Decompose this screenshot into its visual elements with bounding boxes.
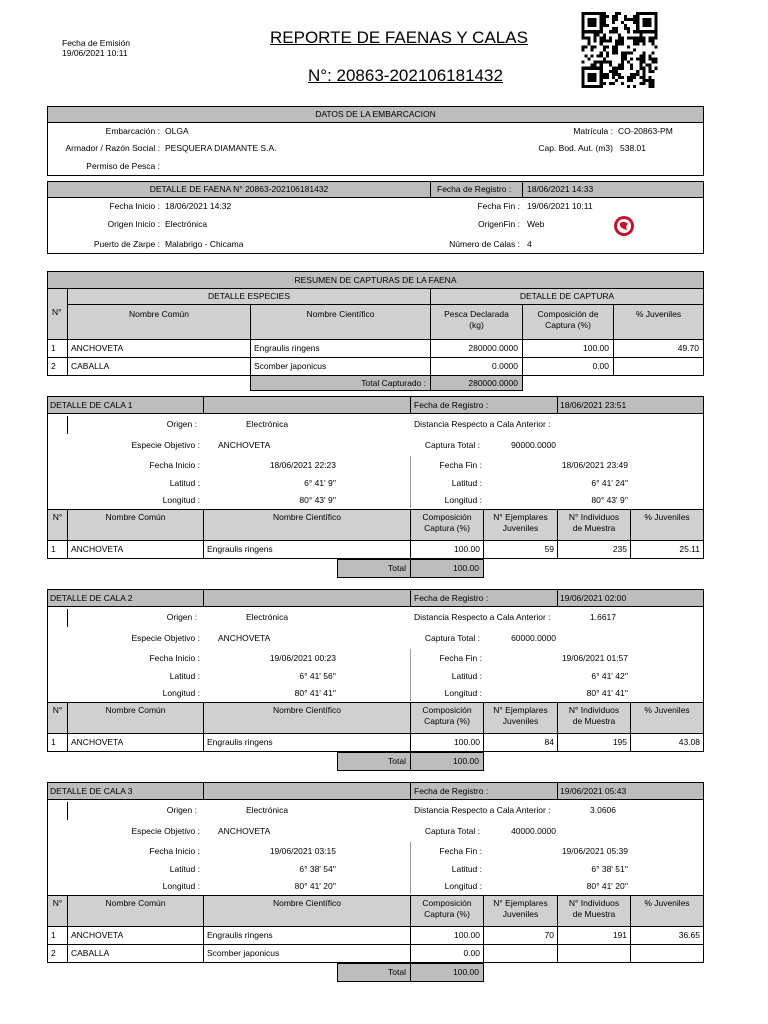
resumen-cell — [47, 339, 68, 358]
latitud-label: Latitud : — [169, 671, 200, 681]
cala-col-label-2: Juveniles — [502, 909, 539, 919]
lat_ini-value: 6° 41' 56'' — [299, 671, 336, 681]
cala-col-label-2: Captura (%) — [424, 716, 470, 726]
cala-border-right — [703, 414, 704, 510]
capacidad-label: Cap. Bod. Aut. (m3) — [538, 143, 613, 153]
emision-label: Fecha de Emisión — [62, 38, 131, 48]
resumen-cell — [613, 357, 704, 376]
cala-total-value: 100.00 — [453, 563, 479, 573]
cala-juv: 43.08 — [678, 737, 700, 747]
cala-total-value: 100.00 — [453, 756, 479, 766]
cala-ejemplares: 59 — [544, 544, 554, 554]
cala-registro-value: 18/06/2021 23:51 — [560, 400, 627, 410]
cala-col-header — [483, 895, 558, 927]
cala-n: 1 — [51, 544, 56, 554]
cala-col-label: Nombre Común — [105, 512, 166, 522]
cala-col-label: N° Individuos — [568, 512, 620, 522]
total-capturado-value: 280000.0000 — [468, 378, 518, 388]
captura-header — [430, 288, 704, 305]
faena-registro-label: Fecha de Registro : — [437, 184, 512, 194]
cala-registro-label: Fecha de Registro : — [414, 400, 489, 410]
cala-col-label-2: Captura (%) — [424, 909, 470, 919]
faena-inicio-label: Fecha Inicio : — [109, 201, 160, 211]
cala-col-label: N° — [52, 705, 63, 715]
faena-registro-value: 18/06/2021 14:33 — [527, 184, 594, 194]
distancia-value: 1.6617 — [590, 612, 616, 622]
origen-value: Electrónica — [246, 419, 289, 429]
cala-total-label-cell — [337, 559, 411, 578]
cala-col-header — [630, 509, 704, 541]
cala-comp: 0.00 — [463, 948, 480, 958]
cala-cell — [483, 733, 558, 752]
resumen-col-comun — [67, 304, 251, 340]
lon_ini-value: 80° 41' 41'' — [294, 688, 336, 698]
cala-title: DETALLE DE CALA 3 — [50, 786, 133, 796]
inicio-value: 19/06/2021 00:23 — [269, 653, 336, 663]
cala-col-header — [557, 702, 631, 734]
cala-col-header — [410, 895, 484, 927]
latitud-label: Latitud : — [169, 864, 200, 874]
cala-col-label: Nombre Científico — [272, 705, 342, 715]
armador-label: Armador / Razón Social : — [65, 143, 160, 153]
cala-col-header — [410, 509, 484, 541]
cala-cell — [557, 944, 631, 963]
cala-col-label: N° Individuos — [568, 705, 620, 715]
cala-col-header — [410, 702, 484, 734]
cala-total-value: 100.00 — [453, 967, 479, 977]
cala-border-left — [47, 414, 48, 510]
lat_fin-value: 6° 38' 51'' — [591, 864, 628, 874]
resumen-cell — [430, 339, 523, 358]
cala-juv: 25.11 — [679, 544, 700, 554]
cala-total-value-cell — [410, 752, 484, 771]
inicio-label: Fecha Inicio : — [149, 846, 200, 856]
distancia-label: Distancia Respecto a Cala Anterior : — [414, 612, 551, 622]
cala-col-header — [67, 895, 204, 927]
resumen-col-juv — [613, 304, 704, 340]
cala-comun: ANCHOVETA — [71, 737, 124, 747]
armador-value: PESQUERA DIAMANTE S.A. — [165, 143, 277, 153]
resumen-col-juv-label: % Juveniles — [635, 309, 682, 319]
cala-total-label-cell — [337, 963, 411, 982]
lon_fin-value: 80° 41' 20'' — [586, 881, 628, 891]
cala-registro-label-cell — [410, 589, 558, 607]
resumen-cell — [522, 339, 614, 358]
cala-comp: 100.00 — [454, 544, 480, 554]
cala-cell — [47, 944, 68, 963]
longitud-label-right: Longitud : — [444, 688, 482, 698]
cala-total-label-cell — [337, 752, 411, 771]
emision-value: 19/06/2021 10:11 — [62, 48, 128, 58]
cala-divider — [67, 416, 68, 434]
especie-label: Especie Objetivo : — [131, 633, 200, 643]
fin-value: 18/06/2021 23:49 — [561, 460, 628, 470]
origen-inicio-label: Origen Inicio : — [107, 219, 160, 229]
cala-col-header — [47, 509, 68, 541]
cala-col-label: Nombre Común — [105, 705, 166, 715]
cala-title-cell — [47, 396, 204, 414]
resumen-cientifico: Engraulis ringens — [254, 343, 320, 353]
cala-col-label: N° — [52, 512, 63, 522]
puerto-value: Malabrigo - Chicama — [165, 239, 244, 249]
latitud-label-right: Latitud : — [451, 864, 482, 874]
cala-cell — [67, 733, 204, 752]
especie-value: ANCHOVETA — [218, 440, 271, 450]
cala-cell — [47, 926, 68, 945]
resumen-col-pesca — [430, 304, 523, 340]
resumen-cell — [67, 339, 251, 358]
matricula-value: CO-20863-PM — [618, 126, 673, 136]
resumen-col-pesca-label-1: Pesca Declarada — [444, 309, 509, 319]
resumen-comun: ANCHOVETA — [71, 343, 124, 353]
origen-label: Origen : — [166, 805, 197, 815]
cala-total-label: Total — [388, 756, 406, 766]
cala-border-right — [703, 800, 704, 896]
origen-label: Origen : — [166, 419, 197, 429]
cala-col-label: Nombre Común — [105, 898, 166, 908]
faena-registro-label-cell — [430, 181, 523, 198]
web-globe-icon — [612, 214, 636, 238]
latitud-label: Latitud : — [169, 478, 200, 488]
cala-registro-label-cell — [410, 782, 558, 800]
cala-col-header — [557, 895, 631, 927]
longitud-label-right: Longitud : — [444, 495, 482, 505]
especie-label: Especie Objetivo : — [131, 826, 200, 836]
cala-cell — [483, 540, 558, 559]
cala-cell — [203, 926, 411, 945]
cala-title-cell — [47, 782, 204, 800]
inicio-value: 19/06/2021 03:15 — [269, 846, 336, 856]
especies-title: DETALLE ESPECIES — [207, 291, 291, 301]
lon_fin-value: 80° 41' 41'' — [586, 688, 628, 698]
total-capturado-label: Total Capturado : — [361, 378, 426, 388]
cala-border-right — [703, 607, 704, 703]
puerto-label: Puerto de Zarpe : — [93, 239, 160, 249]
calas-value: 4 — [527, 239, 532, 249]
fin-value: 19/06/2021 05:39 — [561, 846, 628, 856]
cala-cell — [203, 733, 411, 752]
cala-col-label: % Juveniles — [644, 898, 690, 908]
cala-total-label: Total — [388, 967, 406, 977]
total-capturado-value-cell — [430, 375, 523, 391]
cala-col-label: N° Ejemplares — [493, 705, 548, 715]
cala-col-label: Nombre Científico — [272, 898, 342, 908]
cala-registro-value-cell — [557, 782, 704, 800]
origen-inicio-value: Electrónica — [165, 219, 208, 229]
cala-col-label: % Juveniles — [644, 705, 690, 715]
cala-individuos: 235 — [612, 544, 627, 554]
fin-value: 19/06/2021 01:57 — [561, 653, 628, 663]
resumen-cell — [47, 357, 68, 376]
cala-col-label-2: Juveniles — [502, 523, 539, 533]
cala-col-header — [630, 702, 704, 734]
cala-cell — [67, 540, 204, 559]
origen-value: Electrónica — [246, 612, 289, 622]
calas-label: Número de Calas : — [449, 239, 520, 249]
lon_fin-value: 80° 43' 9'' — [591, 495, 628, 505]
embarcacion-label: Embarcación : — [105, 126, 160, 136]
distancia-value: 3.0606 — [590, 805, 616, 815]
cala-cell — [630, 733, 704, 752]
cala-registro-label-cell — [410, 396, 558, 414]
cala-cell — [410, 944, 484, 963]
cala-cell — [67, 944, 204, 963]
resumen-n: 1 — [51, 343, 56, 353]
captura-title: DETALLE DE CAPTURA — [519, 291, 615, 301]
inicio-value: 18/06/2021 22:23 — [269, 460, 336, 470]
cala-cientifico: Engraulis ringens — [207, 737, 273, 747]
cala-col-label-2: Captura (%) — [424, 523, 470, 533]
resumen-header — [47, 271, 704, 289]
embarcacion-header — [47, 106, 704, 123]
resumen-col-comp-label-2: Captura (%) — [545, 320, 591, 330]
cala-col-label-2: de Muestra — [572, 523, 616, 533]
cala-cell — [557, 540, 631, 559]
resumen-col-comp — [522, 304, 614, 340]
cala-cell — [630, 944, 704, 963]
permiso-label: Permiso de Pesca : — [86, 161, 160, 171]
cala-border-left — [47, 607, 48, 703]
cala-col-header — [67, 702, 204, 734]
cala-header-blank — [203, 396, 411, 414]
cala-cell — [557, 926, 631, 945]
cala-col-header — [483, 702, 558, 734]
resumen-comp: 100.00 — [583, 343, 609, 353]
especie-label: Especie Objetivo : — [131, 440, 200, 450]
especies-header — [67, 288, 431, 305]
cala-cell — [410, 733, 484, 752]
capacidad-value: 538.01 — [620, 143, 646, 153]
origen-value: Electrónica — [246, 805, 289, 815]
latitud-label-right: Latitud : — [451, 671, 482, 681]
longitud-label: Longitud : — [162, 495, 200, 505]
resumen-comun: CABALLA — [71, 361, 110, 371]
resumen-cell — [250, 357, 431, 376]
cala-registro-value: 19/06/2021 05:43 — [560, 786, 627, 796]
resumen-cell — [250, 339, 431, 358]
origen-fin-label: OrigenFin : — [477, 219, 520, 229]
embarcacion-title: DATOS DE LA EMBARCACION — [315, 109, 436, 119]
cala-cell — [630, 540, 704, 559]
cala-col-header — [203, 702, 411, 734]
captura-total-value: 90000.0000 — [511, 440, 556, 450]
cala-n: 1 — [51, 737, 56, 747]
cala-total-value-cell — [410, 963, 484, 982]
cala-cell — [47, 733, 68, 752]
cala-col-header — [557, 509, 631, 541]
fin-label-right: Fecha Fin : — [439, 846, 482, 856]
resumen-cientifico: Scomber japonicus — [254, 361, 327, 371]
cala-col-label: N° Ejemplares — [493, 512, 548, 522]
resumen-col-n — [47, 288, 68, 340]
cala-registro-value-cell — [557, 589, 704, 607]
qr-code-icon — [580, 12, 659, 88]
cala-n: 2 — [51, 948, 56, 958]
longitud-label: Longitud : — [162, 881, 200, 891]
distancia-label: Distancia Respecto a Cala Anterior : — [414, 805, 551, 815]
cala-cell — [203, 540, 411, 559]
cala-cell — [410, 540, 484, 559]
especie-value: ANCHOVETA — [218, 633, 271, 643]
cala-divider — [67, 802, 68, 820]
cala-registro-value: 19/06/2021 02:00 — [560, 593, 627, 603]
cala-cell — [483, 944, 558, 963]
cala-total-label: Total — [388, 563, 406, 573]
captura-total-value: 60000.0000 — [511, 633, 556, 643]
cala-cientifico: Engraulis ringens — [207, 544, 273, 554]
resumen-cell — [613, 339, 704, 358]
longitud-label-right: Longitud : — [444, 881, 482, 891]
cala-title: DETALLE DE CALA 1 — [50, 400, 133, 410]
resumen-title: RESUMEN DE CAPTURAS DE LA FAENA — [294, 275, 457, 285]
cala-col-label-2: Juveniles — [502, 716, 539, 726]
longitud-label: Longitud : — [162, 688, 200, 698]
captura-total-label: Captura Total : — [424, 440, 480, 450]
resumen-juv: 49.70 — [677, 343, 699, 353]
resumen-col-pesca-label-2: (kg) — [469, 320, 484, 330]
distancia-label: Distancia Respecto a Cala Anterior : — [414, 419, 551, 429]
cala-cell — [203, 944, 411, 963]
cala-col-header — [630, 895, 704, 927]
cala-cell — [47, 540, 68, 559]
cala-title-cell — [47, 589, 204, 607]
resumen-col-comp-label-1: Composición de — [537, 309, 599, 319]
resumen-cell — [67, 357, 251, 376]
faena-inicio-value: 18/06/2021 14:32 — [165, 201, 232, 211]
report-number: N°: 20863-202106181432 — [308, 66, 503, 85]
lon_ini-value: 80° 43' 9'' — [299, 495, 336, 505]
faena-header — [47, 181, 431, 198]
lat_fin-value: 6° 41' 42'' — [591, 671, 628, 681]
resumen-col-comun-label: Nombre Común — [129, 309, 189, 319]
cala-comp: 100.00 — [454, 737, 480, 747]
cala-header-blank — [203, 589, 411, 607]
captura-total-label: Captura Total : — [424, 633, 480, 643]
fin-label-right: Fecha Fin : — [439, 460, 482, 470]
resumen-pesca: 280000.0000 — [468, 343, 518, 353]
cala-cientifico: Engraulis ringens — [207, 930, 273, 940]
resumen-n: 2 — [51, 361, 56, 371]
cala-registro-label: Fecha de Registro : — [414, 786, 489, 796]
cala-col-label: N° Ejemplares — [493, 898, 548, 908]
cala-col-label: % Juveniles — [644, 512, 690, 522]
resumen-pesca: 0.0000 — [492, 361, 518, 371]
faena-title: DETALLE DE FAENA N° 20863-202106181432 — [149, 184, 329, 194]
cala-cell — [557, 733, 631, 752]
lat_ini-value: 6° 38' 54'' — [299, 864, 336, 874]
especie-value: ANCHOVETA — [218, 826, 271, 836]
origen-fin-value: Web — [527, 219, 545, 229]
faena-fin-label: Fecha Fin : — [477, 201, 520, 211]
cala-col-header — [203, 895, 411, 927]
cala-registro-value-cell — [557, 396, 704, 414]
cala-cell — [67, 926, 204, 945]
resumen-col-cientifico-label: Nombre Científico — [306, 309, 375, 319]
inicio-label: Fecha Inicio : — [149, 653, 200, 663]
cala-title: DETALLE DE CALA 2 — [50, 593, 133, 603]
cala-col-label: Composición — [422, 705, 472, 715]
cala-col-label-2: de Muestra — [572, 909, 616, 919]
cala-n: 1 — [51, 930, 56, 940]
cala-cell — [483, 926, 558, 945]
cala-col-label-2: de Muestra — [572, 716, 616, 726]
cala-comun: ANCHOVETA — [71, 544, 124, 554]
cala-col-label: Composición — [422, 512, 472, 522]
resumen-col-cientifico — [250, 304, 431, 340]
embarcacion-value: OLGA — [165, 126, 189, 136]
resumen-cell — [522, 357, 614, 376]
inicio-label: Fecha Inicio : — [149, 460, 200, 470]
cala-border-left — [47, 800, 48, 896]
cala-comp: 100.00 — [454, 930, 480, 940]
cala-col-header — [67, 509, 204, 541]
cala-juv: 36.65 — [678, 930, 700, 940]
cala-col-label: Composición — [422, 898, 472, 908]
cala-individuos: 195 — [612, 737, 627, 747]
faena-fin-value: 19/06/2021 10:11 — [527, 201, 593, 211]
resumen-comp: 0.00 — [592, 361, 609, 371]
cala-cientifico: Scomber japonicus — [207, 948, 280, 958]
captura-total-label: Captura Total : — [424, 826, 480, 836]
resumen-cell — [430, 357, 523, 376]
cala-header-blank — [203, 782, 411, 800]
total-capturado-label-cell — [250, 375, 431, 391]
cala-registro-label: Fecha de Registro : — [414, 593, 489, 603]
cala-col-header — [47, 702, 68, 734]
resumen-col-n-label: N° — [52, 307, 62, 317]
cala-total-value-cell — [410, 559, 484, 578]
cala-ejemplares: 70 — [544, 930, 554, 940]
cala-col-label: N° Individuos — [568, 898, 620, 908]
cala-col-label: N° — [52, 898, 63, 908]
cala-ejemplares: 84 — [544, 737, 554, 747]
lat_fin-value: 6° 41' 24'' — [591, 478, 628, 488]
matricula-label: Matrícula : — [573, 126, 613, 136]
captura-total-value: 40000.0000 — [511, 826, 556, 836]
faena-registro-value-cell — [522, 181, 704, 198]
cala-col-header — [47, 895, 68, 927]
cala-cell — [410, 926, 484, 945]
cala-comun: CABALLA — [71, 948, 110, 958]
origen-label: Origen : — [166, 612, 197, 622]
lon_ini-value: 80° 41' 20'' — [294, 881, 336, 891]
page-title: REPORTE DE FAENAS Y CALAS — [270, 28, 528, 47]
latitud-label-right: Latitud : — [451, 478, 482, 488]
cala-divider — [67, 609, 68, 627]
cala-col-label: Nombre Científico — [272, 512, 342, 522]
cala-cell — [630, 926, 704, 945]
fin-label-right: Fecha Fin : — [439, 653, 482, 663]
cala-col-header — [203, 509, 411, 541]
cala-comun: ANCHOVETA — [71, 930, 124, 940]
lat_ini-value: 6° 41' 9'' — [304, 478, 336, 488]
cala-individuos: 191 — [612, 930, 627, 940]
cala-col-header — [483, 509, 558, 541]
